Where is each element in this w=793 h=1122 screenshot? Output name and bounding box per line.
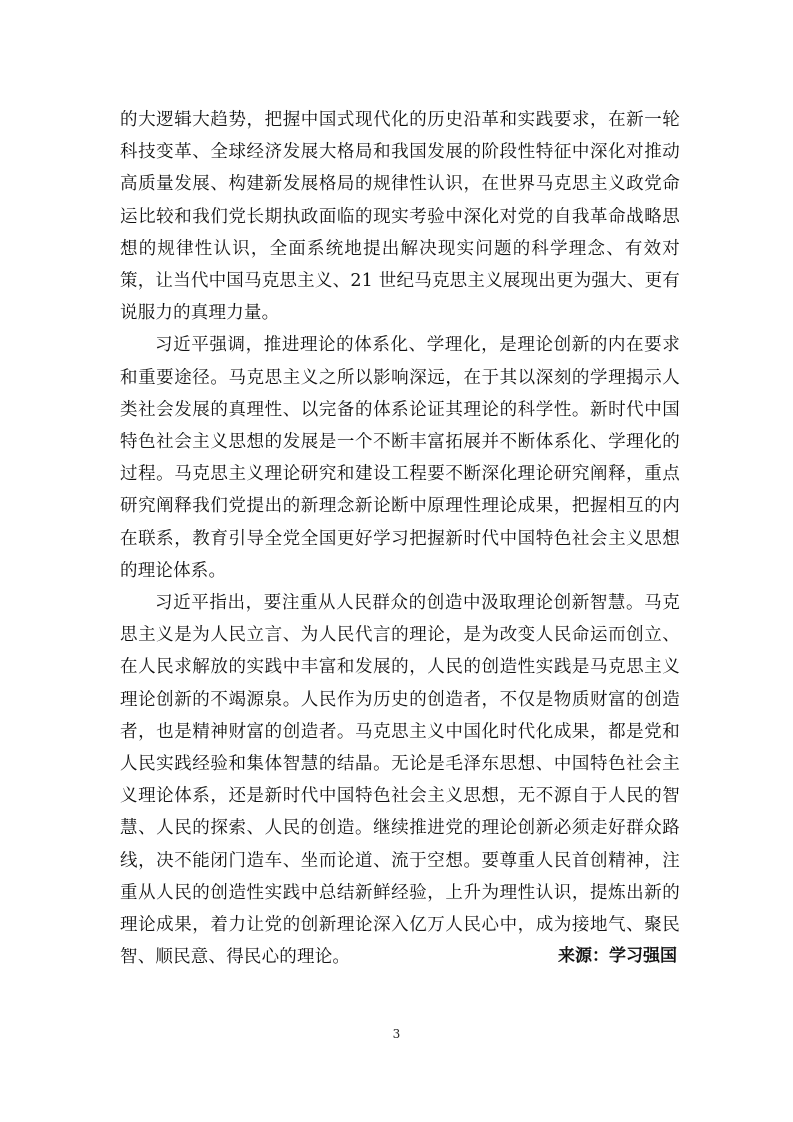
- article-body: [120, 104, 680, 973]
- source-attribution: 来源：学习强国: [558, 946, 677, 966]
- page-number: 3: [392, 1027, 401, 1041]
- paragraph-people-creation: 习近平指出，要注重从人民群众的创造中汲取理论创新智慧。马克思主义是为人民立言、为人民代言的理论，是为改变人民命运而创立、在人民求解放的实践中丰富和发展的，人民的创造性实践是马克思主义理论创新的不竭源泉。人民作为历史的创造者，不仅是物质财富的创造者，也是精神财富的创造者。马克思主义中国化时代化成果，都是党和人民实践经验和集体智慧的结晶。无论是毛泽东思想、中国特色社会主义理论体系，还是新时代中国特色社会主义思想，无不源自于人民的智慧、人民的探索、人民的创造。继续推进党的理论创新必须走好群众路线，决不能闭门造车、坐而论道、流于空想。要尊重人民首创精神，注重从人民的创造性实践中总结新鲜经验，上升为理性认识，提炼出新的理论成果，着力让党的创新理论深入亿万人民心中，成为接地气、聚民智、顺民意、得民心的理论。: [120, 593, 680, 968]
- paragraph-continuation: 的大逻辑大趋势，把握中国式现代化的历史沿革和实践要求，在新一轮科技变革、全球经济发展大格局和我国发展的阶段性特征中深化对推动高质量发展、构建新发展格局的规律性认识，在世界马克思主义政党命运比较和我们党长期执政面临的现实考验中深化对党的自我革命战略思想的规律性认识，全面系统地提出解决现实问题的科学理念、有效对策，让当代中国马克思主义、21 世纪马克思主义展现出更为强大、更有说服力的真理力量。: [120, 110, 680, 324]
- paragraph-systematization: 习近平强调，推进理论的体系化、学理化，是理论创新的内在要求和重要途径。马克思主义之所以影响深远，在于其以深刻的学理揭示人类社会发展的真理性、以完备的体系论证其理论的科学性。新时代中国特色社会主义思想的发展是一个不断丰富拓展并不断体系化、学理化的过程。马克思主义理论研究和建设工程要不断深化理论研究阐释，重点研究阐释我们党提出的新理念新论断中原理性理论成果，把握相互的内在联系，教育引导全党全国更好学习把握新时代中国特色社会主义思想的理论体系。: [120, 335, 680, 581]
